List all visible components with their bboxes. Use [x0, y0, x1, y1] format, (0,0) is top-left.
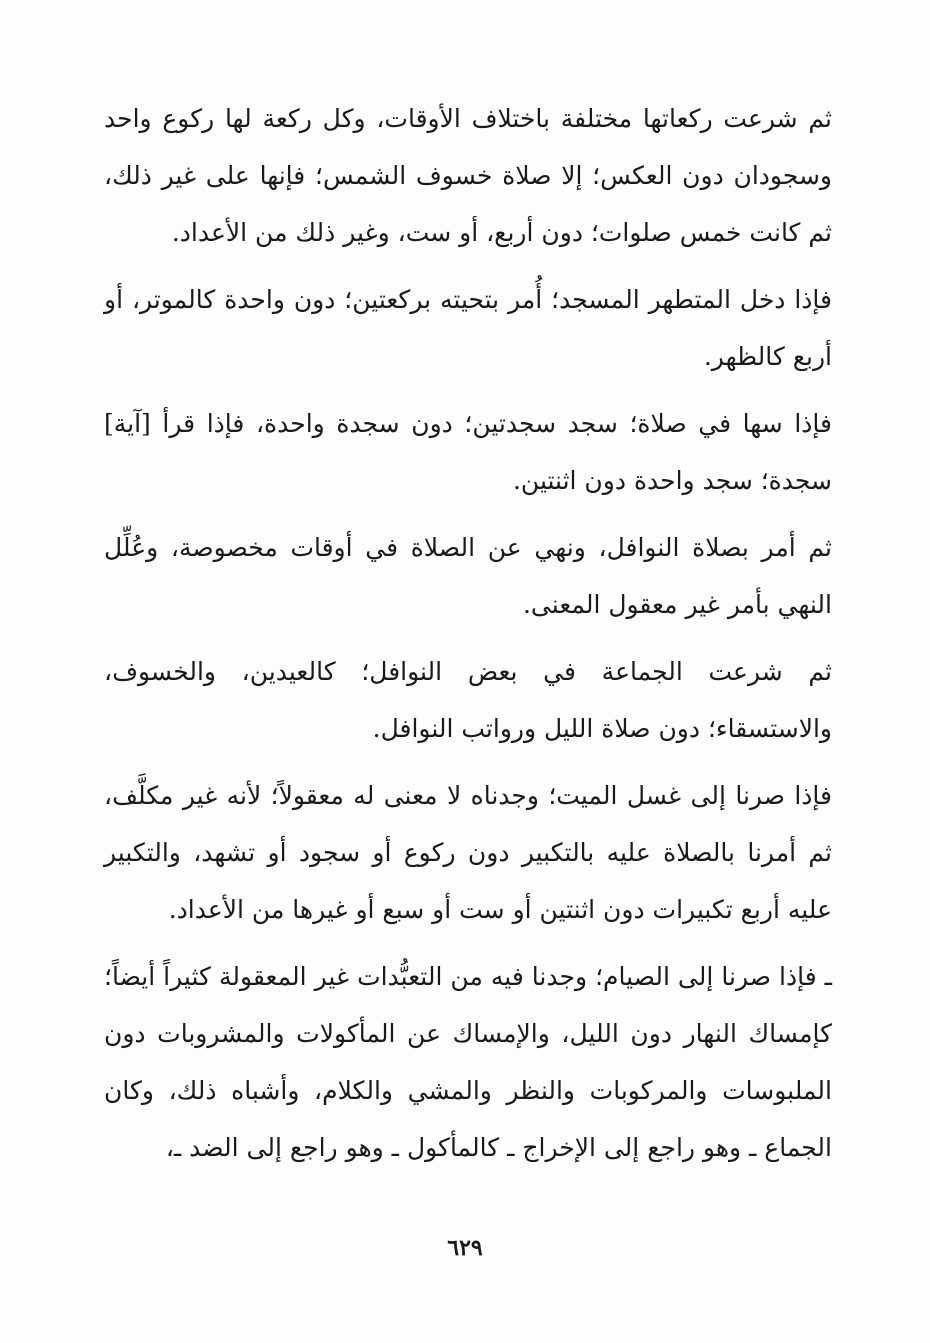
paragraph-7: ـ فإذا صرنا إلى الصيام؛ وجدنا فيه من التعبُّدات غير المعقولة كثيراً أيضاً؛ كإمساك النهار دون الليل، والإمساك عن المأكولات والمشروبات دون الملبوسات والمركوبات والنظر والمشي والكلام، وأشباه ذلك، وكان الجماع ـ وهو راجع إلى الإخراج ـ كالمأكول ـ وهو راجع إلى الضد ـ، — [104, 962, 832, 1162]
page-number: ٦٢٩ — [447, 1235, 483, 1261]
paragraph-3: فإذا سها في صلاة؛ سجد سجدتين؛ دون سجدة واحدة، فإذا قرأ [آية] سجدة؛ سجد واحدة دون اثنتين. — [104, 409, 832, 495]
paragraph-4: ثم أمر بصلاة النوافل، ونهي عن الصلاة في أوقات مخصوصة، وعُلِّل النهي بأمر غير معقول المعنى. — [104, 533, 832, 619]
paragraph-5: ثم شرعت الجماعة في بعض النوافل؛ كالعيدين، والخسوف، والاستسقاء؛ دون صلاة الليل ورواتب النوافل. — [104, 657, 832, 743]
paragraph-1: ثم شرعت ركعاتها مختلفة باختلاف الأوقات، وكل ركعة لها ركوع واحد وسجودان دون العكس؛ إلا صلاة خسوف الشمس؛ فإنها على غير ذلك، ثم كانت خمس صلوات؛ دون أربع، أو ست، وغير ذلك من الأعداد. — [104, 104, 832, 247]
body-text — [104, 90, 832, 1186]
paragraph-6: فإذا صرنا إلى غسل الميت؛ وجدناه لا معنى له معقولاً؛ لأنه غير مكلَّف، ثم أمرنا بالصلاة عليه بالتكبير دون ركوع أو سجود أو تشهد، والتكبير عليه أربع تكبيرات دون اثنتين أو ست أو سبع أو غيرها من الأعداد. — [104, 781, 832, 924]
paragraph-2: فإذا دخل المتطهر المسجد؛ أُمر بتحيته بركعتين؛ دون واحدة كالموتر، أو أربع كالظهر. — [104, 285, 832, 371]
